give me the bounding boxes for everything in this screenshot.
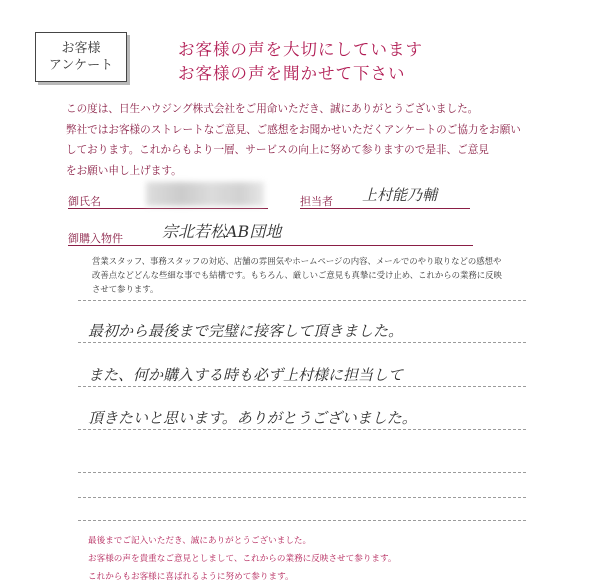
ruled-line [78,342,526,343]
survey-badge [35,32,127,82]
footer-text [88,532,397,586]
intro-line: この度は、日生ハウジング株式会社をご用命いただき、誠にありがとうございました。 [66,103,479,115]
comment-line: また、何か購入する時も必ず上村様に担当して [88,366,404,384]
name-underline [68,208,268,209]
headline-2: お客様の声を聞かせて下さい [178,64,406,83]
ruled-line [78,497,526,498]
intro-line: をお願い申し上げます。 [66,164,182,177]
name-label: 御氏名 [68,195,101,208]
ruled-line [78,472,526,473]
property-underline [68,245,473,246]
intro-line: しております。これからもより一層、サービスの向上に努めて参りますので是非、ご意見 [66,144,489,157]
instructions [92,254,532,297]
ruled-line [78,520,526,521]
instruction-line: させて参ります。 [92,284,159,295]
badge-line-2: アンケート [48,58,114,73]
footer-line: これからもお客様に喜ばれるように努めて参ります。 [88,572,294,582]
intro-text [66,99,536,181]
comment-line: 最初から最後まで完璧に接客して頂きました。 [88,322,404,340]
footer-line: お客様の声を貴重なご意見としまして、これからの業務に反映させて参ります。 [88,554,397,564]
staff-label: 担当者 [300,195,333,208]
badge-line-1: お客様 [61,41,101,56]
property-value: 宗北若松AB団地 [162,222,282,241]
comment-line: 頂きたいと思います。ありがとうございました。 [88,409,417,427]
intro-line: 弊社ではお客様のストレートなご意見、ご感想をお聞かせいただくアンケートのご協力をお願い [66,123,521,136]
staff-underline [300,208,470,209]
instruction-line: 営業スタッフ、事務スタッフの対応、店舗の雰囲気やホームページの内容、メールでのやり取りなどの感想や [92,256,502,266]
ruled-line [78,300,526,301]
property-label: 御購入物件 [68,232,123,245]
staff-value: 上村能乃輔 [362,186,438,204]
instruction-line: 改善点などどんな些細な事でも結構です。もちろん、厳しいご意見も真摯に受け止め、これからの業務に反映 [92,270,502,281]
headline-1: お客様の声を大切にしています [178,40,423,59]
ruled-line [78,386,526,387]
footer-line: 最後までご記入いただき、誠にありがとうございました。 [88,536,312,546]
ruled-line [78,429,526,430]
redacted-name [146,182,264,206]
